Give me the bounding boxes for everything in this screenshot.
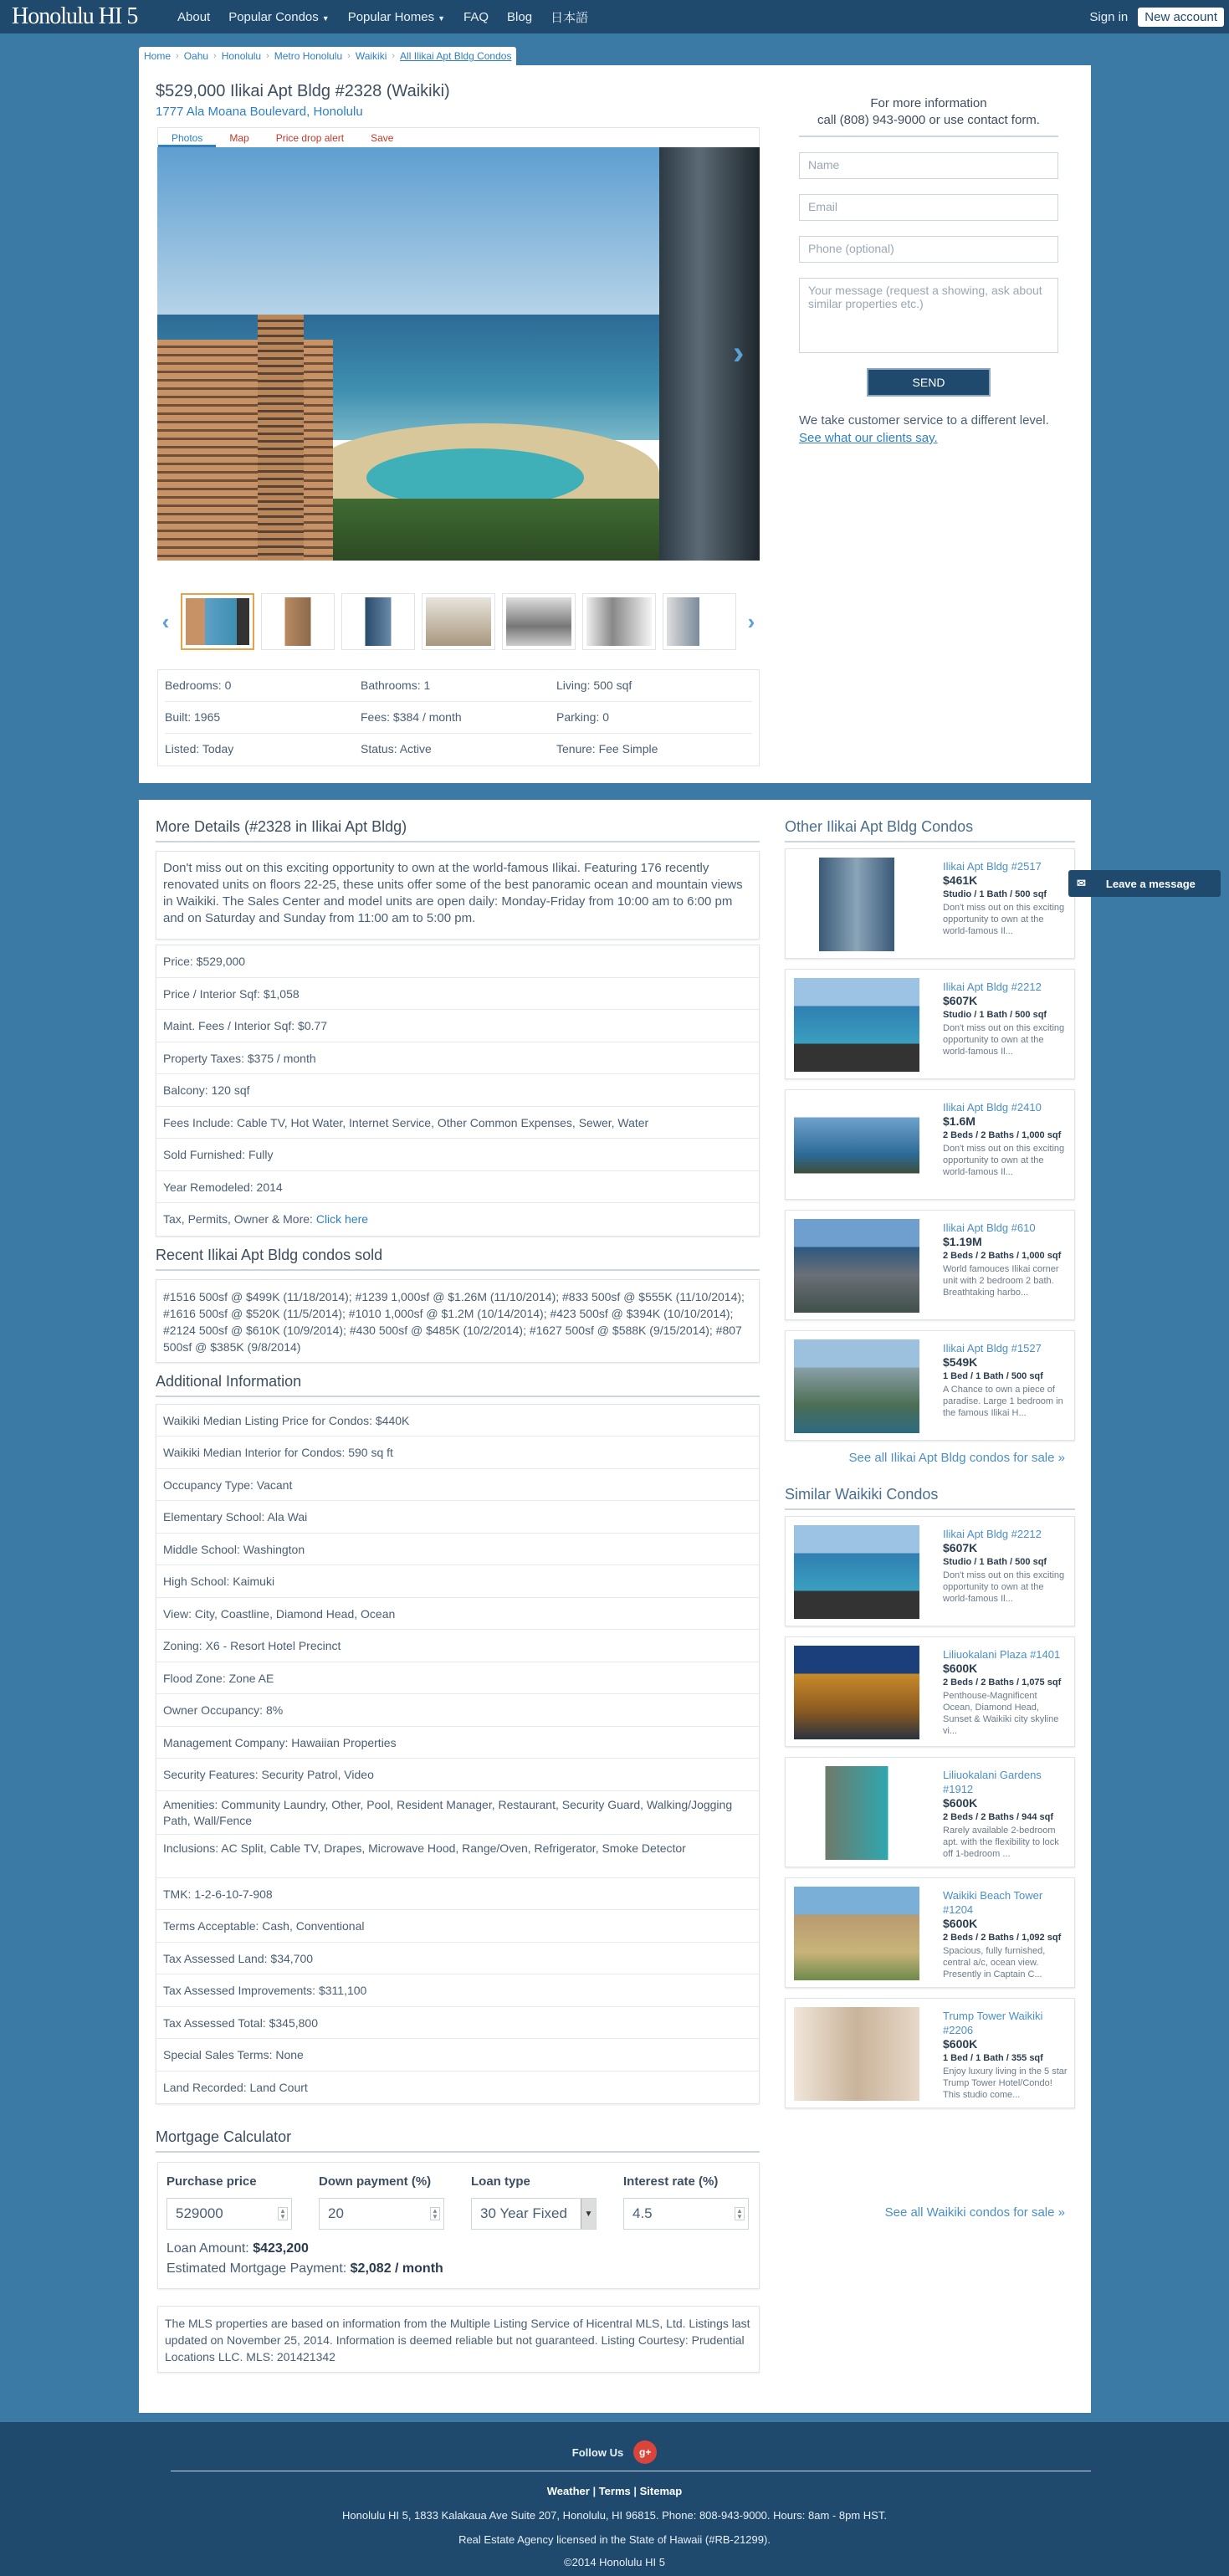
add-row: Tax Assessed Land: $34,700: [156, 1943, 759, 1975]
condo-price: $461K: [943, 873, 978, 887]
detail-price: Price: $529,000: [156, 945, 759, 978]
photo-tower: [157, 340, 333, 561]
purchase-price-input[interactable]: [166, 2198, 292, 2230]
crumb-sep: ›: [266, 51, 269, 61]
detail-fees-include: Fees Include: Cable TV, Hot Water, Internet Service, Other Common Expenses, Sewer, Water: [156, 1107, 759, 1139]
email-input[interactable]: Email: [799, 194, 1058, 221]
tab-photos[interactable]: Photos: [158, 128, 216, 147]
condo-info: [943, 1341, 1068, 1419]
top-navbar: [0, 0, 1229, 33]
down-payment-value: 20: [328, 2205, 344, 2221]
condo-thumbnail[interactable]: [794, 1099, 919, 1192]
additional-list: [156, 1404, 760, 2105]
condo-description: A Chance to own a piece of paradise. Large 1 bedroom in the famous Ilikai H...: [943, 1385, 1063, 1418]
condo-title[interactable]: Ilikai Apt Bldg #2212: [943, 981, 1042, 993]
label-loan-type: Loan type: [471, 2174, 530, 2189]
interest-rate-value: 4.5: [632, 2205, 653, 2221]
condo-card[interactable]: [785, 1877, 1075, 1988]
condo-specs: 2 Beds / 2 Baths / 944 sqf: [943, 1812, 1054, 1822]
footer-sitemap-link[interactable]: Sitemap: [639, 2485, 683, 2497]
follow-us-label: Follow Us: [571, 2445, 624, 2459]
condo-info: [943, 1100, 1068, 1178]
tab-price-drop-alert[interactable]: Price drop alert: [275, 132, 345, 144]
mls-disclaimer: The MLS properties are based on information from the Multiple Listing Service of Hicentral MLS, Ltd. Listings last updated on November 25, 2014. Information is deemed reliable but not guaranteed. Listing Courtesy: Prudential Locations LLC. MLS: 201421342: [157, 2306, 760, 2373]
detail-sold-furnished: Sold Furnished: Fully: [156, 1139, 759, 1171]
contact-form: [799, 95, 1058, 447]
add-row: High School: Kaimuki: [156, 1565, 759, 1598]
condo-title[interactable]: Liliuokalani Gardens #1912: [943, 1769, 1042, 1795]
condo-title[interactable]: Ilikai Apt Bldg #2517: [943, 860, 1042, 873]
main-nav: [177, 8, 588, 26]
condo-specs: 2 Beds / 2 Baths / 1,000 sqf: [943, 1130, 1062, 1140]
detail-balcony: Balcony: 120 sqf: [156, 1074, 759, 1107]
condo-specs: 1 Bed / 1 Bath / 355 sqf: [943, 2053, 1043, 2063]
mortgage-heading-wrap: [156, 2128, 760, 2153]
condo-price: $1.6M: [943, 1114, 976, 1128]
add-row: Special Sales Terms: None: [156, 2039, 759, 2072]
next-photo-icon[interactable]: ›: [733, 335, 745, 371]
condo-info: [943, 1221, 1068, 1298]
condo-price: $607K: [943, 994, 978, 1007]
crumb-sep: ›: [213, 51, 217, 61]
thumbnail[interactable]: [181, 593, 254, 650]
footer-license: Real Estate Agency licensed in the State of Hawaii (#RB-21299).: [458, 2533, 771, 2546]
label-interest-rate: Interest rate (%): [623, 2174, 719, 2189]
condo-description: Enjoy luxury living in the 5 star Trump Tower Hotel/Condo! This studio come...: [943, 2066, 1068, 2100]
footer-weather-link[interactable]: Weather: [546, 2485, 590, 2497]
leave-message-button[interactable]: [1068, 870, 1221, 897]
other-condos-heading: Other Ilikai Apt Bldg Condos: [785, 818, 1075, 842]
condo-card[interactable]: [785, 1516, 1075, 1626]
crumb-home[interactable]: Home: [144, 50, 172, 62]
recent-heading: Recent Ilikai Apt Bldg condos sold: [156, 1247, 760, 1271]
condo-card[interactable]: [785, 1089, 1075, 1200]
condo-title[interactable]: Ilikai Apt Bldg #2410: [943, 1101, 1042, 1114]
condo-title[interactable]: Liliuokalani Plaza #1401: [943, 1648, 1061, 1661]
condo-description: Don't miss out on this exciting opportunity to own at the world-famous Il...: [943, 1570, 1065, 1604]
crumb-oahu[interactable]: Oahu: [183, 50, 209, 62]
estimated-payment-value: $2,082 / month: [350, 2261, 443, 2276]
crumb-honolulu[interactable]: Honolulu: [221, 50, 262, 62]
condo-card[interactable]: [785, 969, 1075, 1079]
nav-japanese[interactable]: 日本語: [550, 10, 589, 25]
see-all-waikiki-link[interactable]: See all Waikiki condos for sale »: [884, 2205, 1065, 2220]
details-section: [156, 818, 760, 2104]
interest-rate-input[interactable]: [623, 2198, 749, 2230]
new-account-button[interactable]: New account: [1138, 8, 1224, 27]
add-row: Terms Acceptable: Cash, Conventional: [156, 1910, 759, 1943]
crumb-metro-honolulu[interactable]: Metro Honolulu: [274, 50, 343, 62]
recent-sold-list: #1516 500sf @ $499K (11/18/2014); #1239 1,000sf @ $1.26M (11/10/2014); #833 500sf @ $555K (11/10/2014); #1616 500sf @ $520K (11/5/2014); #1010 1,000sf @ $1.2M (10/14/2014); #423 500sf @ $394K (10/10/2014); #2124 500sf @ $610K (10/9/2014); #430 500sf @ $485K (10/2/2014); #1627 500sf @ $588K (9/15/2014); #807 500sf @ $385K (9/8/2014): [156, 1279, 760, 1363]
condo-info: [943, 1527, 1068, 1605]
detail-year-remodeled: Year Remodeled: 2014: [156, 1171, 759, 1204]
condo-card[interactable]: [785, 1757, 1075, 1867]
tab-save[interactable]: Save: [371, 132, 394, 144]
condo-thumbnail[interactable]: [794, 1219, 919, 1313]
thumb-prev-icon[interactable]: ‹: [161, 608, 170, 634]
condo-specs: 2 Beds / 2 Baths / 1,092 sqf: [943, 1933, 1062, 1943]
estimated-payment-label: Estimated Mortgage Payment:: [166, 2261, 351, 2276]
condo-price: $1.19M: [943, 1235, 982, 1248]
footer-links: Weather | Terms | Sitemap: [546, 2485, 683, 2497]
condo-title[interactable]: Trump Tower Waikiki #2206: [943, 2010, 1043, 2036]
thumbnail[interactable]: [422, 593, 495, 650]
condo-description: World famouces Ilikai corner unit with 2 bedroom 2 bath. Breathtaking harbo...: [943, 1264, 1059, 1298]
additional-heading: Additional Information: [156, 1373, 760, 1397]
stepper-icon[interactable]: ▲ ▼: [430, 2207, 440, 2220]
fact-bathrooms: Bathrooms: 1: [361, 670, 556, 702]
condo-info: [943, 1768, 1068, 1860]
listing-facts: [157, 669, 760, 766]
crumb-current[interactable]: All Ilikai Apt Bldg Condos: [400, 50, 512, 62]
condo-info: [943, 1888, 1068, 1980]
details-description: Don't miss out on this exciting opportunity to own at the world-famous Ilikai. Featuring 176 recently renovated units on floors 22-25, these units offer some of the best panoramic ocean and mountain views in Waikiki. The Sales Center and model units are open daily: Monday-Friday from 10:00 am to 6:00 pm and on Saturday and Sunday from 11:00 am to 5:00 pm.: [156, 851, 760, 940]
signin-link[interactable]: Sign in: [1089, 9, 1129, 24]
condo-specs: 2 Beds / 2 Baths / 1,075 sqf: [943, 1677, 1062, 1687]
contact-line1: For more information: [870, 96, 987, 110]
crumb-waikiki[interactable]: Waikiki: [355, 50, 387, 62]
label-down-payment: Down payment (%): [319, 2174, 432, 2189]
footer-address: Honolulu HI 5, 1833 Kalakaua Ave Suite 207, Honolulu, HI 96815. Phone: 808-943-9000. Hours: 8am - 8pm HST.: [342, 2509, 887, 2522]
fact-listed: Listed: Today: [165, 742, 234, 755]
add-row: Zoning: X6 - Resort Hotel Precinct: [156, 1630, 759, 1662]
add-row: Owner Occupancy: 8%: [156, 1694, 759, 1727]
footer-copyright: ©2014 Honolulu HI 5: [564, 2556, 665, 2568]
mail-icon: ✉: [1077, 877, 1086, 889]
condo-card[interactable]: [785, 1998, 1075, 2108]
add-row: Elementary School: Ala Wai: [156, 1501, 759, 1534]
crumb-sep: ›: [347, 51, 351, 61]
details-list: [156, 945, 760, 1237]
condo-price: $600K: [943, 1796, 978, 1810]
photo-tower-top: [258, 315, 304, 561]
add-row: Occupancy Type: Vacant: [156, 1469, 759, 1502]
see-all-ilikai-link[interactable]: See all Ilikai Apt Bldg condos for sale »: [848, 1451, 1065, 1465]
fact-parking: Parking: 0: [556, 702, 752, 734]
nav-popular-condos[interactable]: [228, 10, 330, 24]
add-row: Waikiki Median Interior for Condos: 590 sq ft: [156, 1437, 759, 1469]
crumb-sep: ›: [176, 51, 179, 61]
condo-description: Spacious, fully furnished, central a/c, ocean view. Presently in Captain C...: [943, 1946, 1046, 1979]
condo-info: [943, 2009, 1068, 2101]
nav-faq[interactable]: FAQ: [463, 9, 489, 24]
add-row: Amenities: Community Laundry, Other, Pool, Resident Manager, Restaurant, Security Guard, Walking/Jogging Path, Wall/Fence: [156, 1791, 759, 1835]
select-arrow-icon[interactable]: ▼: [581, 2199, 596, 2230]
nav-about[interactable]: About: [177, 9, 211, 24]
condo-price: $600K: [943, 1662, 978, 1675]
tab-map[interactable]: Map: [229, 132, 249, 144]
add-row: Tax Assessed Total: $345,800: [156, 2007, 759, 2040]
add-row: Middle School: Washington: [156, 1534, 759, 1566]
add-row: Management Company: Hawaiian Properties: [156, 1727, 759, 1759]
condo-thumbnail[interactable]: [794, 978, 919, 1072]
condo-specs: Studio / 1 Bath / 500 sqf: [943, 1557, 1047, 1567]
detail-property-taxes: Property Taxes: $375 / month: [156, 1042, 759, 1075]
detail-price-sqf: Price / Interior Sqf: $1,058: [156, 978, 759, 1011]
add-row: Flood Zone: Zone AE: [156, 1662, 759, 1695]
condo-info: [943, 859, 1068, 937]
google-plus-icon[interactable]: g+: [633, 2440, 657, 2464]
condo-info: [943, 980, 1068, 1058]
detail-maint-fees: Maint. Fees / Interior Sqf: $0.77: [156, 1010, 759, 1042]
loan-type-select[interactable]: [471, 2198, 597, 2230]
loan-type-value: 30 Year Fixed: [480, 2205, 567, 2221]
fact-built: Built: 1965: [165, 702, 361, 734]
thumbnail[interactable]: [663, 593, 736, 650]
add-row: Inclusions: AC Split, Cable TV, Drapes, Microwave Hood, Range/Oven, Refrigerator, Smoke Detector: [156, 1835, 759, 1878]
tax-label: Tax, Permits, Owner & More:: [163, 1212, 316, 1226]
condo-specs: Studio / 1 Bath / 500 sqf: [943, 889, 1047, 899]
condo-specs: 1 Bed / 1 Bath / 500 sqf: [943, 1371, 1043, 1381]
condo-description: Don't miss out on this exciting opportunity to own at the world-famous Il...: [943, 1144, 1065, 1177]
condo-title[interactable]: Waikiki Beach Tower #1204: [943, 1889, 1043, 1916]
fact-tenure: Tenure: Fee Simple: [556, 742, 658, 755]
condo-description: Don't miss out on this exciting opportunity to own at the world-famous Il...: [943, 1023, 1065, 1057]
condo-description: Rarely available 2-bedroom apt. with the flexibility to lock off 1-bedroom ...: [943, 1826, 1059, 1859]
thumbnail[interactable]: [582, 593, 656, 650]
condo-specs: Studio / 1 Bath / 500 sqf: [943, 1010, 1047, 1020]
add-row: TMK: 1-2-6-10-7-908: [156, 1878, 759, 1911]
thumbnail[interactable]: [341, 593, 415, 650]
condo-card[interactable]: [785, 1210, 1075, 1320]
condo-title[interactable]: Ilikai Apt Bldg #610: [943, 1221, 1036, 1234]
condo-thumbnail[interactable]: [794, 1887, 919, 1980]
thumb-next-icon[interactable]: ›: [747, 608, 755, 634]
caret-down-icon: ▼: [438, 13, 446, 23]
condo-thumbnail[interactable]: [794, 1339, 919, 1433]
down-payment-input[interactable]: [319, 2198, 444, 2230]
similar-heading-wrap: [785, 1486, 1075, 1510]
clients-link[interactable]: See what our clients say.: [799, 431, 938, 445]
loan-amount-value: $423,200: [253, 2241, 309, 2256]
contact-heading: [799, 95, 1058, 137]
add-row: Land Recorded: Land Court: [163, 2080, 308, 2094]
details-heading: More Details (#2328 in Ilikai Apt Bldg): [156, 818, 760, 842]
listing-title: $529,000 Ilikai Apt Bldg #2328 (Waikiki): [156, 82, 450, 100]
send-button[interactable]: SEND: [867, 368, 991, 397]
condo-description: Penthouse-Magnificent Ocean, Diamond Head, Sunset & Waikiki city skyline vi...: [943, 1691, 1059, 1736]
condo-specs: 2 Beds / 2 Baths / 1,000 sqf: [943, 1251, 1062, 1261]
condo-thumbnail[interactable]: [794, 1766, 919, 1860]
contact-line2: call (808) 943-9000 or use contact form.: [817, 113, 1040, 127]
add-row: Tax Assessed Improvements: $311,100: [156, 1974, 759, 2007]
listing-header: [156, 82, 758, 119]
condo-price: $549K: [943, 1355, 978, 1369]
nav-blog[interactable]: Blog: [507, 9, 533, 24]
leave-message-label: Leave a message: [1105, 877, 1196, 890]
breadcrumb: [139, 47, 516, 65]
condo-card[interactable]: [785, 1330, 1075, 1441]
fact-living: Living: 500 sqf: [556, 670, 752, 702]
thumbnail[interactable]: [261, 593, 335, 650]
tax-click-here-link[interactable]: Click here: [315, 1212, 369, 1226]
condo-thumbnail[interactable]: [794, 2007, 919, 2101]
main-photo[interactable]: [157, 147, 760, 561]
crumb-sep: ›: [392, 51, 396, 61]
listing-tabs: [157, 127, 760, 147]
photo-building: [659, 147, 760, 561]
condo-thumbnail[interactable]: [794, 858, 919, 951]
loan-amount: [166, 2241, 309, 2256]
nav-popular-homes[interactable]: [348, 10, 445, 24]
add-row: Waikiki Median Listing Price for Condos: $440K: [156, 1405, 759, 1437]
condo-card[interactable]: [785, 848, 1075, 959]
condo-card[interactable]: [785, 1636, 1075, 1747]
add-row: Security Features: Security Patrol, Video: [156, 1759, 759, 1791]
fact-fees: Fees: $384 / month: [361, 702, 556, 734]
condo-price: $600K: [943, 1917, 978, 1930]
stepper-icon[interactable]: ▲ ▼: [735, 2207, 745, 2220]
stepper-icon[interactable]: ▲ ▼: [278, 2207, 288, 2220]
footer-terms-link[interactable]: Terms: [598, 2485, 631, 2497]
mortgage-heading: Mortgage Calculator: [156, 2128, 760, 2153]
phone-input[interactable]: Phone (optional): [799, 236, 1058, 263]
thumbnail-strip: [157, 592, 760, 651]
purchase-price-value: 529000: [176, 2205, 223, 2221]
caret-down-icon: ▼: [321, 13, 330, 23]
fact-bedrooms: Bedrooms: 0: [165, 670, 361, 702]
nav-label: Popular Condos: [228, 9, 319, 24]
fact-status: Status: Active: [361, 742, 432, 755]
add-row: View: City, Coastline, Diamond Head, Ocean: [156, 1598, 759, 1631]
other-heading-wrap: [785, 818, 1075, 842]
detail-tax-permits: [156, 1203, 759, 1236]
condo-thumbnail[interactable]: [794, 1525, 919, 1619]
condo-title[interactable]: Ilikai Apt Bldg #2212: [943, 1528, 1042, 1540]
estimated-payment: [166, 2261, 443, 2276]
similar-condos-heading: Similar Waikiki Condos: [785, 1486, 1075, 1510]
service-copy: We take customer service to a different level.: [799, 413, 1049, 428]
condo-title[interactable]: Ilikai Apt Bldg #1527: [943, 1342, 1042, 1355]
account-nav: [1089, 0, 1224, 33]
thumbnail[interactable]: [502, 593, 576, 650]
loan-amount-label: Loan Amount:: [166, 2241, 253, 2256]
listing-address[interactable]: 1777 Ala Moana Boulevard, Honolulu: [156, 105, 363, 119]
label-purchase-price: Purchase price: [166, 2174, 257, 2189]
name-input[interactable]: Name: [799, 152, 1058, 179]
footer: [0, 2422, 1229, 2576]
condo-thumbnail[interactable]: [794, 1646, 919, 1739]
site-logo[interactable]: Honolulu HI 5: [12, 3, 138, 29]
condo-price: $600K: [943, 2037, 978, 2051]
follow-us: [0, 2440, 1229, 2464]
condo-description: Don't miss out on this exciting opportunity to own at the world-famous Il...: [943, 903, 1065, 936]
service-text: [799, 412, 1058, 447]
nav-label: Popular Homes: [347, 9, 435, 24]
condo-price: $607K: [943, 1541, 978, 1554]
message-textarea[interactable]: Your message (request a showing, ask about similar properties etc.): [799, 278, 1058, 353]
mortgage-calculator: [157, 2162, 760, 2289]
condo-info: [943, 1647, 1068, 1737]
